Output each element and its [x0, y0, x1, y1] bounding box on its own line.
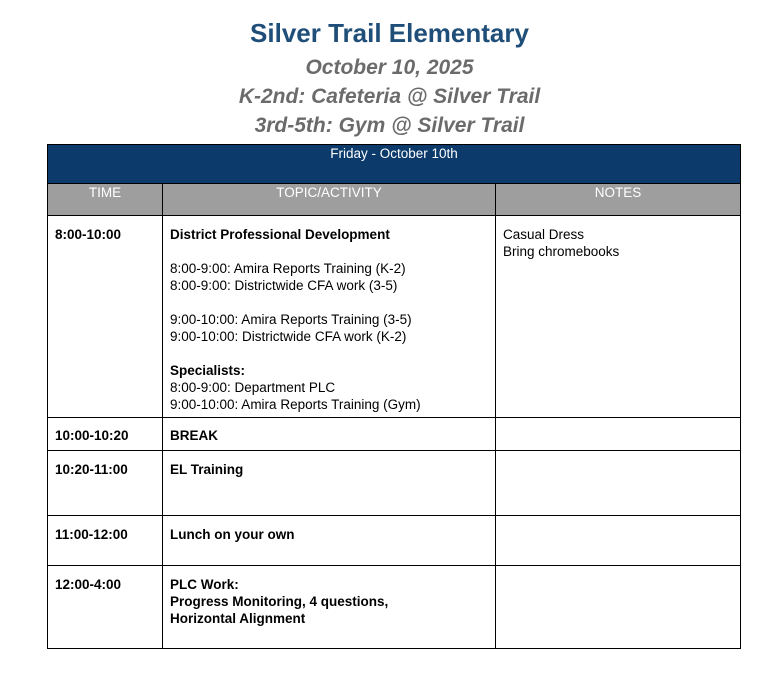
topic-title: District Professional Development [170, 227, 390, 242]
time-value: 10:20-11:00 [55, 462, 128, 477]
day-heading: Friday - October 10th [48, 145, 741, 184]
note-line: Bring chromebooks [503, 244, 620, 259]
column-header-notes: NOTES [496, 184, 741, 216]
topic-title: EL Training [170, 462, 244, 477]
time-value: 12:00-4:00 [55, 577, 122, 592]
topic-title: BREAK [170, 428, 219, 443]
location-3-5: 3rd-5th: Gym @ Silver Trail [254, 114, 525, 137]
notes-cell [496, 566, 741, 649]
time-value: 10:00-10:20 [55, 428, 129, 443]
topic-cell [163, 451, 496, 516]
topic-line: 8:00-9:00: Districtwide CFA work (3-5) [170, 278, 398, 293]
time-cell [48, 566, 163, 649]
topic-line: Horizontal Alignment [170, 611, 306, 626]
topic-line: 9:00-10:00: Districtwide CFA work (K-2) [170, 329, 407, 344]
column-header-time: TIME [48, 184, 163, 216]
time-cell [48, 516, 163, 566]
notes-cell [496, 451, 741, 516]
table-row [48, 451, 741, 516]
time-cell [48, 418, 163, 451]
topic-cell [163, 216, 496, 418]
topic-line: 9:00-10:00: Amira Reports Training (Gym) [170, 397, 421, 412]
topic-line: 8:00-9:00: Amira Reports Training (K-2) [170, 261, 406, 276]
schedule-table [47, 144, 741, 649]
notes-cell [496, 216, 741, 418]
time-cell [48, 216, 163, 418]
specialists-title: Specialists: [170, 363, 246, 378]
notes-cell [496, 516, 741, 566]
time-value: 11:00-12:00 [55, 527, 128, 542]
time-value: 8:00-10:00 [55, 227, 122, 242]
topic-line: Progress Monitoring, 4 questions, [170, 594, 389, 609]
topic-line: 9:00-10:00: Amira Reports Training (3-5) [170, 312, 412, 327]
column-header-topic: TOPIC/ACTIVITY [163, 184, 496, 216]
topic-title: Lunch on your own [170, 527, 295, 542]
table-row [48, 418, 741, 451]
location-k2: K-2nd: Cafeteria @ Silver Trail [238, 85, 541, 108]
note-line: Casual Dress [503, 227, 585, 242]
school-title: Silver Trail Elementary [250, 18, 529, 48]
table-row [48, 566, 741, 649]
topic-cell [163, 516, 496, 566]
topic-line: PLC Work: [170, 577, 239, 592]
time-cell [48, 451, 163, 516]
table-row [48, 216, 741, 418]
topic-cell [163, 418, 496, 451]
table-row [48, 516, 741, 566]
topic-line: 8:00-9:00: Department PLC [170, 380, 336, 395]
notes-cell [496, 418, 741, 451]
event-date: October 10, 2025 [305, 56, 474, 79]
topic-cell [163, 566, 496, 649]
